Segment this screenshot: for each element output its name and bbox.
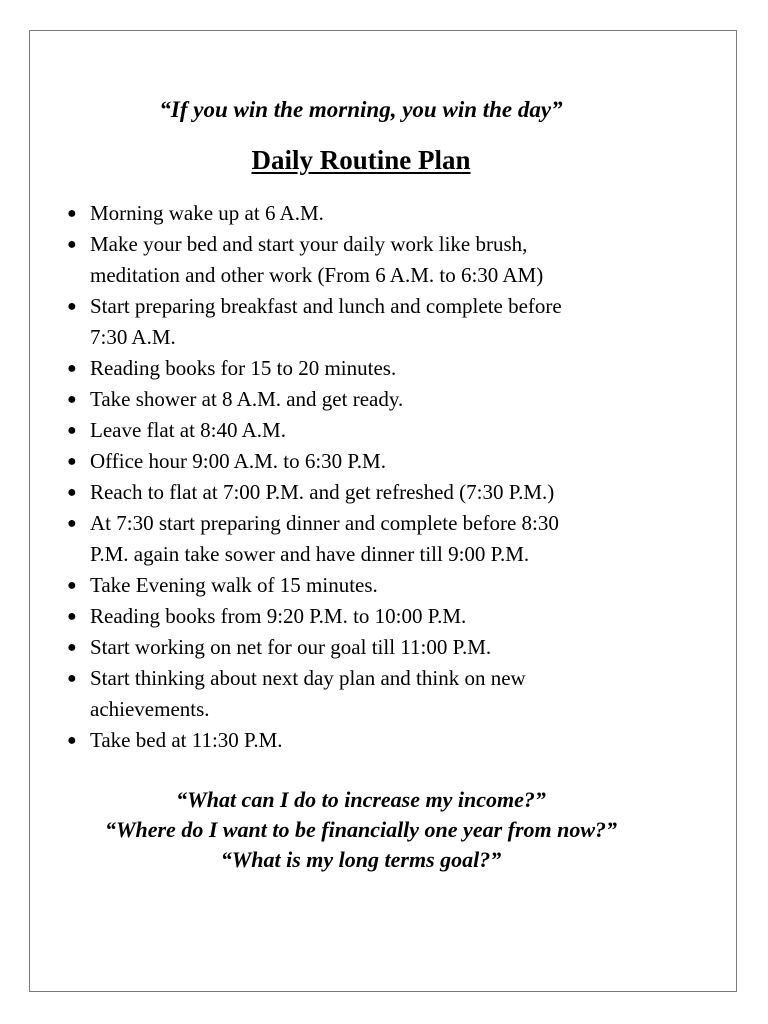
list-item-text: Leave flat at 8:40 A.M. xyxy=(90,418,286,442)
list-item-text: At 7:30 start preparing dinner and complete before 8:30 xyxy=(90,511,559,535)
list-item-text: Take Evening walk of 15 minutes. xyxy=(90,573,378,597)
list-item xyxy=(67,601,690,632)
list-item xyxy=(67,570,690,601)
list-item-text: Start working on net for our goal till 11:00 P.M. xyxy=(90,635,492,659)
closing-question: “Where do I want to be financially one year from now?” xyxy=(104,817,618,842)
bullet-icon: ● xyxy=(67,422,77,439)
bullet-icon: ● xyxy=(67,484,77,501)
list-item-text: P.M. again take sower and have dinner till 9:00 P.M. xyxy=(90,542,530,566)
list-item xyxy=(67,291,690,353)
list-item xyxy=(67,663,690,725)
bullet-icon: ● xyxy=(67,236,77,253)
list-item xyxy=(67,353,690,384)
bullet-icon: ● xyxy=(67,391,77,408)
list-item xyxy=(67,198,690,229)
list-item-text: Reading books for 15 to 20 minutes. xyxy=(90,356,397,380)
list-item-text: Reading books from 9:20 P.M. to 10:00 P.M. xyxy=(90,604,467,628)
bullet-icon: ● xyxy=(67,205,77,222)
list-item-text: achievements. xyxy=(90,697,210,721)
list-item xyxy=(67,229,690,291)
list-item-text: meditation and other work (From 6 A.M. to 6:30 AM) xyxy=(90,263,544,287)
list-item-text: Office hour 9:00 A.M. to 6:30 P.M. xyxy=(90,449,386,473)
list-item xyxy=(67,508,690,570)
list-item-text: 7:30 A.M. xyxy=(90,325,176,349)
list-item-text: Reach to flat at 7:00 P.M. and get refreshed (7:30 P.M.) xyxy=(90,480,555,504)
list-item xyxy=(67,632,690,663)
bullet-icon: ● xyxy=(67,639,77,656)
list-item xyxy=(67,415,690,446)
bullet-icon: ● xyxy=(67,515,77,532)
list-item-text: Make your bed and start your daily work like brush, xyxy=(90,232,528,256)
list-item-text: Take shower at 8 A.M. and get ready. xyxy=(90,387,404,411)
list-item-text: Morning wake up at 6 A.M. xyxy=(90,201,324,225)
list-item-text: Take bed at 11:30 P.M. xyxy=(90,728,283,752)
top-quote: “If you win the morning, you win the day” xyxy=(159,97,563,122)
bullet-icon: ● xyxy=(67,453,77,470)
list-item xyxy=(67,446,690,477)
bullet-icon: ● xyxy=(67,360,77,377)
page-title: Daily Routine Plan xyxy=(251,145,471,175)
bullet-icon: ● xyxy=(67,608,77,625)
closing-questions xyxy=(0,785,722,875)
list-item-text: Start thinking about next day plan and think on new xyxy=(90,666,526,690)
bullet-icon: ● xyxy=(67,298,77,315)
closing-question: “What can I do to increase my income?” xyxy=(176,787,546,812)
list-item xyxy=(67,477,690,508)
list-item-text: Start preparing breakfast and lunch and complete before xyxy=(90,294,562,318)
bullet-icon: ● xyxy=(67,732,77,749)
bullet-icon: ● xyxy=(67,577,77,594)
routine-list xyxy=(67,198,690,756)
closing-question: “What is my long terms goal?” xyxy=(220,847,502,872)
list-item xyxy=(67,725,690,756)
bullet-icon: ● xyxy=(67,670,77,687)
list-item xyxy=(67,384,690,415)
